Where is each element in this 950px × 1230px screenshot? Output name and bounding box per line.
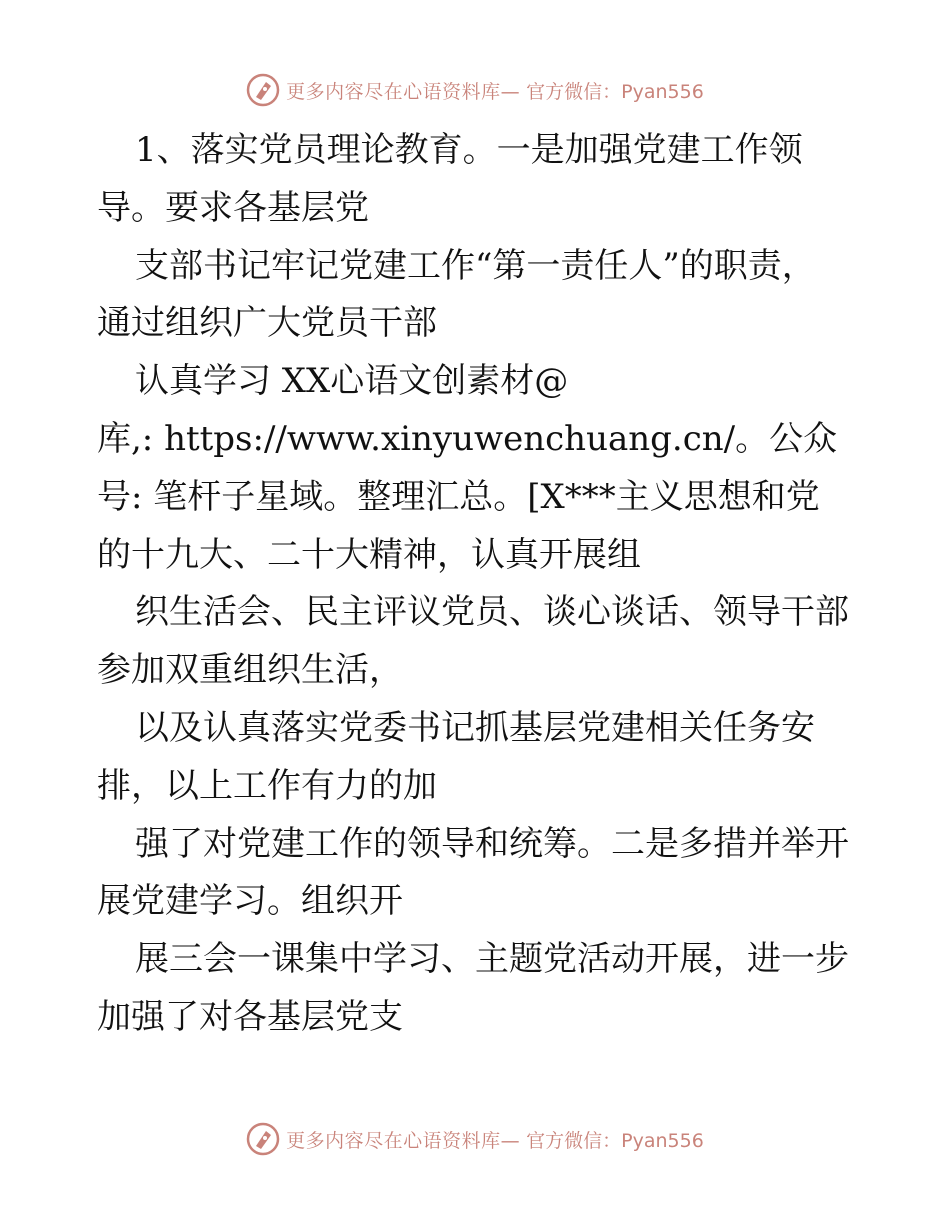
pen-nib-circle-icon: [246, 73, 280, 107]
body-line: 通过组织广大党员干部: [97, 303, 437, 344]
body-line: 1、落实党员理论教育。一是加强党建工作领: [135, 130, 803, 170]
header-banner: [0, 70, 950, 110]
body-line: 强了对党建工作的领导和统筹。二是多措并举开: [135, 823, 849, 864]
body-line: 织生活会、民主评议党员、谈心谈话、领导干部: [135, 592, 849, 633]
body-line: 支部书记牢记党建工作“第一责任人”的职责，: [135, 245, 816, 286]
body-line: 加强了对各基层党支: [97, 996, 403, 1037]
body-line: 导。要求各基层党: [97, 187, 369, 228]
body-line: 以及认真落实党委书记抓基层党建相关任务安: [135, 707, 815, 748]
body-line: 展三会一课集中学习、主题党活动开展，进一步: [135, 939, 849, 980]
body-line: 的十九大、二十大精神，认真开展组: [97, 534, 641, 575]
banner-wechat-text: 官方微信：Pyan556: [526, 1129, 704, 1152]
document-body: [97, 122, 877, 1047]
banner-site-text: 更多内容尽在心语资料库—: [286, 1129, 521, 1152]
body-line: 号: 笔杆子星域。整理汇总。[X***主义思想和党: [97, 476, 820, 517]
footer-banner: [0, 1119, 950, 1159]
body-line: 排，以上工作有力的加: [97, 765, 437, 806]
body-line: 库,: https://www.xinyuwenchuang.cn/。公众: [97, 418, 838, 459]
body-line: 展党建学习。组织开: [97, 881, 403, 922]
banner-site-text: 更多内容尽在心语资料库—: [286, 80, 521, 103]
body-line: 认真学习 XX心语文创素材@: [135, 361, 569, 402]
pen-nib-circle-icon: [246, 1122, 280, 1156]
banner-wechat-text: 官方微信：Pyan556: [526, 80, 704, 103]
body-line: 参加双重组织生活，: [97, 650, 403, 691]
